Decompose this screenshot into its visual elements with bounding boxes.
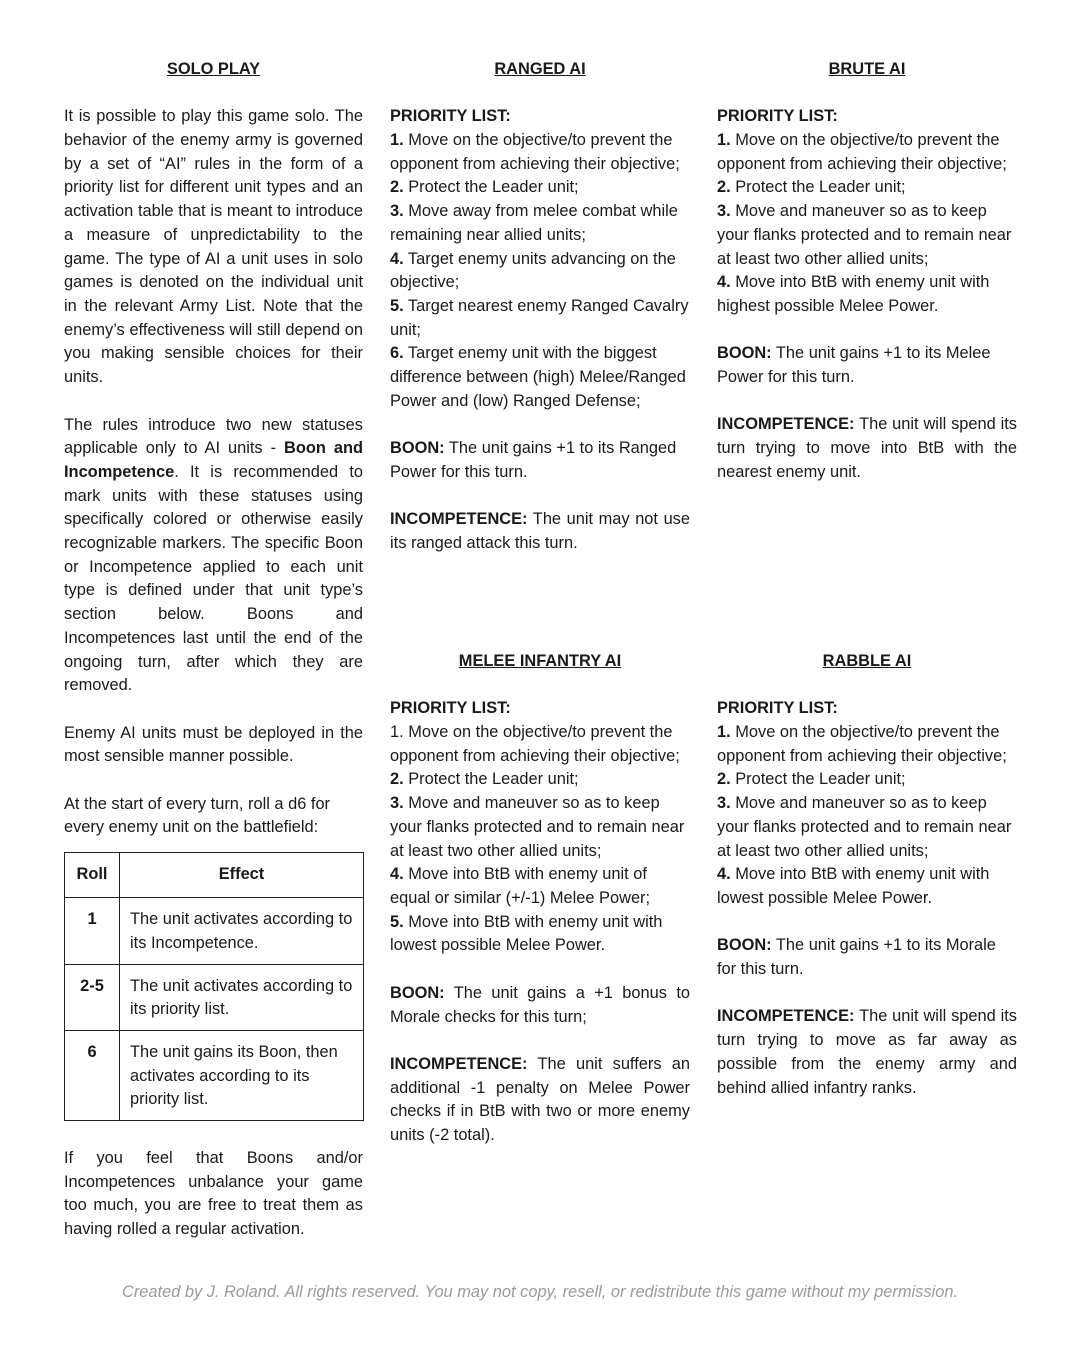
table-header-row bbox=[65, 853, 364, 898]
statuses-text-bold: Boon and Incompetence bbox=[64, 439, 363, 481]
table-cell-roll: 6 bbox=[65, 1030, 120, 1120]
incompetence-text: The unit will spend its turn trying to move as far away as possible from the enemy army and behind allied infantry ranks. bbox=[717, 1007, 1017, 1097]
list-item bbox=[717, 768, 1017, 792]
roll-instruction-paragraph: At the start of every turn, roll a d6 for every enemy unit on the battlefield: bbox=[64, 794, 331, 837]
rabble-boon bbox=[717, 934, 1017, 981]
ranged-ai-column bbox=[390, 58, 690, 556]
item-number: 2. bbox=[390, 178, 404, 197]
rabble-priority-label: PRIORITY LIST: bbox=[717, 699, 838, 718]
brute-ai-heading: BRUTE AI bbox=[828, 60, 906, 78]
solo-intro-paragraph: It is possible to play this game solo. The behavior of the enemy army is governed by a set of “AI” rules in the form of a priority list for different unit types and an activation table that is meant to introduce a measure of unpredictability to the game. The type of AI a unit uses in solo games is denoted on the individual unit in the relevant Army List. Note that the enemy’s effectiveness will still depend on you making sensible choices for their units. bbox=[64, 107, 363, 387]
list-item bbox=[390, 792, 690, 863]
list-item bbox=[390, 200, 690, 247]
item-number: 4. bbox=[390, 865, 404, 884]
list-item bbox=[717, 792, 1017, 863]
statuses-text-c: . It is recommended to mark units with these statuses using specifically colored or otherwise easily recognizable markers. The specific Boon or Incompetence applied to each unit type is defined under that unit type’s section below. Boons and Incompetences last until the end of the ongoing turn, after which they are removed. bbox=[64, 462, 363, 695]
statuses-paragraph bbox=[64, 414, 363, 698]
table-row bbox=[65, 964, 364, 1030]
item-number: 4. bbox=[390, 249, 404, 268]
ranged-priority-label: PRIORITY LIST: bbox=[390, 107, 511, 126]
rabble-ai-heading: RABBLE AI bbox=[822, 652, 912, 670]
item-number: 2. bbox=[717, 770, 731, 789]
item-number: 1. bbox=[717, 723, 731, 742]
ranged-ai-heading: RANGED AI bbox=[494, 60, 586, 78]
list-item bbox=[390, 721, 690, 768]
item-text: Move and maneuver so as to keep your flanks protected and to remain near at least two other allied units; bbox=[717, 202, 1012, 268]
list-item bbox=[390, 863, 690, 910]
list-item bbox=[717, 863, 1017, 910]
item-number: 1. bbox=[717, 131, 731, 150]
item-number: 3. bbox=[390, 794, 404, 813]
list-item bbox=[390, 911, 690, 958]
statuses-text-a: The rules introduce two new statuses applicable only to AI units - bbox=[64, 415, 363, 458]
table-cell-effect: The unit activates according to its priority list. bbox=[120, 964, 364, 1030]
item-text: Protect the Leader unit; bbox=[730, 770, 906, 789]
item-number: 3. bbox=[717, 794, 731, 813]
boon-label: BOON: bbox=[390, 439, 445, 458]
incompetence-text: The unit will spend its turn trying to move into BtB with the nearest enemy unit. bbox=[717, 415, 1017, 481]
list-item bbox=[390, 768, 690, 792]
boon-label: BOON: bbox=[717, 344, 772, 363]
table-header-effect: Effect bbox=[120, 853, 364, 898]
brute-boon bbox=[717, 342, 1017, 389]
ranged-incompetence bbox=[390, 508, 690, 555]
brute-priority-label: PRIORITY LIST: bbox=[717, 107, 838, 126]
copyright-footer: Created by J. Roland. All rights reserved. You may not copy, resell, or redistribute this game without my permission. bbox=[122, 1283, 958, 1301]
list-item bbox=[390, 248, 690, 295]
incompetence-label: INCOMPETENCE: bbox=[717, 1007, 855, 1026]
item-text: Move away from melee combat while remaining near allied units; bbox=[390, 202, 678, 244]
ranged-boon bbox=[390, 437, 690, 484]
boon-label: BOON: bbox=[717, 936, 772, 955]
list-item bbox=[717, 271, 1017, 318]
item-text: Protect the Leader unit; bbox=[403, 770, 579, 789]
table-cell-roll: 1 bbox=[65, 898, 120, 964]
list-item bbox=[390, 342, 690, 413]
melee-priority-label: PRIORITY LIST: bbox=[390, 699, 511, 718]
melee-infantry-ai-heading: MELEE INFANTRY AI bbox=[458, 652, 622, 670]
boon-text: The unit gains a +1 bonus to Morale checks for this turn; bbox=[390, 983, 690, 1026]
rabble-ai-column bbox=[717, 650, 1017, 1100]
boon-text: The unit gains +1 to its Morale for this turn. bbox=[717, 936, 996, 979]
list-item bbox=[717, 200, 1017, 271]
melee-boon bbox=[390, 982, 690, 1029]
item-text: Move into BtB with enemy unit of equal or similar (+/-1) Melee Power; bbox=[390, 865, 651, 907]
table-header-roll: Roll bbox=[65, 853, 120, 898]
activation-table bbox=[64, 852, 364, 1121]
incompetence-label: INCOMPETENCE: bbox=[390, 1054, 528, 1073]
item-text: Move into BtB with enemy unit with highest possible Melee Power. bbox=[717, 273, 990, 315]
rabble-incompetence bbox=[717, 1005, 1017, 1100]
list-item bbox=[717, 129, 1017, 176]
table-cell-effect: The unit gains its Boon, then activates according to its priority list. bbox=[120, 1030, 364, 1120]
list-item bbox=[390, 295, 690, 342]
incompetence-label: INCOMPETENCE: bbox=[390, 510, 528, 529]
item-text: Move on the objective/to prevent the opponent from achieving their objective; bbox=[717, 131, 1007, 173]
item-text: Move into BtB with enemy unit with lowest possible Melee Power. bbox=[390, 912, 663, 955]
deployment-paragraph: Enemy AI units must be deployed in the most sensible manner possible. bbox=[64, 723, 363, 766]
item-text: Protect the Leader unit; bbox=[730, 178, 906, 197]
item-text: 1. Move on the objective/to prevent the opponent from achieving their objective; bbox=[390, 723, 680, 765]
item-number: 2. bbox=[390, 770, 404, 789]
item-number: 5. bbox=[390, 912, 404, 931]
item-text: Move into BtB with enemy unit with lowest possible Melee Power. bbox=[717, 865, 990, 907]
list-item bbox=[390, 176, 690, 200]
list-item bbox=[717, 721, 1017, 768]
list-item bbox=[717, 176, 1017, 200]
boon-text: The unit gains +1 to its Melee Power for this turn. bbox=[717, 344, 991, 387]
item-text: Move on the objective/to prevent the opponent from achieving their objective; bbox=[390, 131, 680, 173]
item-number: 5. bbox=[390, 297, 404, 315]
melee-infantry-ai-column bbox=[390, 650, 690, 1148]
item-number: 1. bbox=[390, 131, 404, 150]
item-number: 3. bbox=[390, 202, 404, 221]
item-number: 4. bbox=[717, 273, 731, 292]
incompetence-text: The unit suffers an additional -1 penalty on Melee Power checks if in BtB with two or more enemy units (-2 total). bbox=[390, 1054, 690, 1144]
boon-text: The unit gains +1 to its Ranged Power for this turn. bbox=[390, 439, 677, 481]
item-text: Target enemy units advancing on the objective; bbox=[390, 249, 676, 292]
item-number: 3. bbox=[717, 202, 731, 221]
table-row bbox=[65, 1030, 364, 1120]
incompetence-text: The unit may not use its ranged attack this turn. bbox=[390, 510, 690, 552]
item-number: 6. bbox=[390, 344, 404, 363]
item-text: Move and maneuver so as to keep your flanks protected and to remain near at least two other allied units; bbox=[390, 794, 685, 860]
melee-incompetence bbox=[390, 1053, 690, 1148]
item-text: Move and maneuver so as to keep your flanks protected and to remain near at least two other allied units; bbox=[717, 794, 1012, 860]
list-item bbox=[390, 129, 690, 176]
item-text: Move on the objective/to prevent the opponent from achieving their objective; bbox=[717, 723, 1007, 765]
table-cell-effect: The unit activates according to its Incompetence. bbox=[120, 898, 364, 964]
solo-play-column bbox=[64, 58, 363, 1242]
item-text: Protect the Leader unit; bbox=[403, 178, 579, 197]
solo-play-heading: SOLO PLAY bbox=[166, 60, 261, 78]
brute-incompetence bbox=[717, 413, 1017, 484]
brute-ai-column bbox=[717, 58, 1017, 485]
incompetence-label: INCOMPETENCE: bbox=[717, 415, 855, 434]
item-text: Target nearest enemy Ranged Cavalry unit; bbox=[390, 297, 689, 339]
boon-label: BOON: bbox=[390, 983, 445, 1002]
item-number: 4. bbox=[717, 865, 731, 884]
item-number: 2. bbox=[717, 178, 731, 197]
balance-paragraph: If you feel that Boons and/or Incompetences unbalance your game too much, you are free to treat them as having rolled a regular activation. bbox=[64, 1149, 363, 1239]
table-cell-roll: 2-5 bbox=[65, 964, 120, 1030]
table-row bbox=[65, 898, 364, 964]
item-text: Target enemy unit with the biggest difference between (high) Melee/Ranged Power and (low) Ranged Defense; bbox=[390, 344, 686, 410]
